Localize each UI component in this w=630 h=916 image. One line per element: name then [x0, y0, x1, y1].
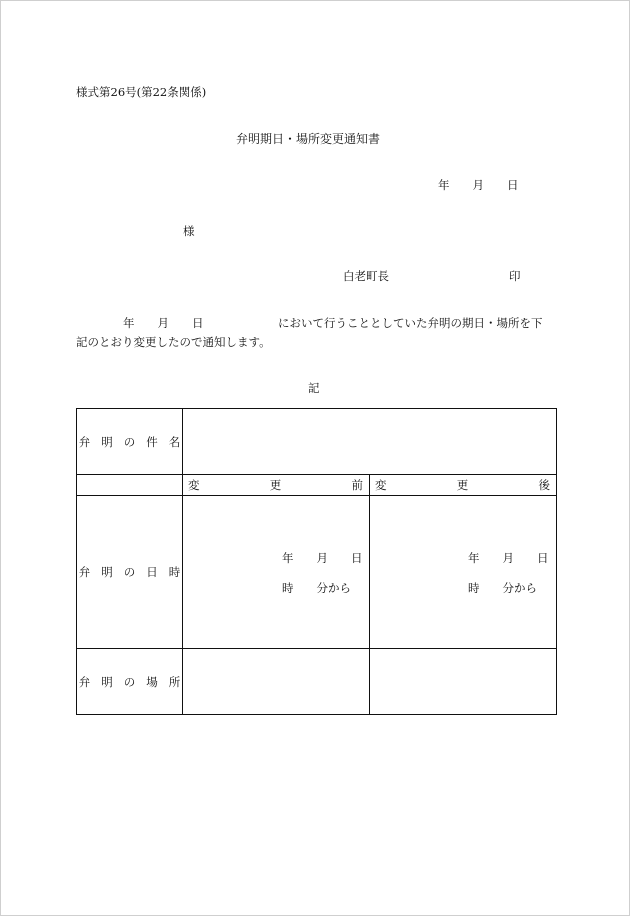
subject-label-char: 件	[146, 434, 158, 449]
after-header-char: 更	[456, 478, 469, 492]
form-number: 様式第26号(第22条関係)	[76, 85, 207, 99]
before-header-char: 前	[351, 478, 363, 492]
before-header-char: 変	[188, 478, 200, 492]
subject-label-char: の	[123, 434, 136, 449]
ki-heading: 記	[308, 381, 320, 395]
datetime-label-char: 日	[146, 565, 158, 579]
place-label-char: 所	[168, 674, 181, 689]
subject-label-char: 名	[168, 434, 181, 449]
body-original-date: 年 月 日	[123, 316, 204, 330]
before-datetime-cell[interactable]	[183, 496, 370, 649]
after-header-char: 変	[375, 478, 387, 492]
header-blank-cell	[77, 475, 183, 496]
body-line-2: 記のとおり変更したので通知します。	[76, 335, 271, 349]
before-time: 時 分から	[282, 581, 351, 595]
datetime-label-char: 時	[168, 565, 181, 579]
addressee-suffix: 様	[183, 224, 195, 238]
after-date: 年 月 日	[468, 551, 549, 565]
after-change-header	[370, 475, 557, 496]
place-label-char: の	[123, 674, 136, 689]
issue-date: 年 月 日	[438, 178, 519, 192]
issuer-name: 白老町長	[343, 269, 389, 283]
datetime-label-char: 明	[101, 565, 113, 579]
before-change-header	[183, 475, 370, 496]
subject-label	[77, 409, 183, 475]
place-label-char: 弁	[78, 674, 91, 689]
place-label-char: 明	[101, 674, 113, 689]
subject-label-char: 明	[101, 434, 113, 449]
before-place-cell[interactable]	[183, 649, 370, 715]
before-header-char: 更	[269, 478, 282, 492]
after-place-cell[interactable]	[370, 649, 557, 715]
datetime-label	[77, 496, 183, 649]
body-line-1: において行うこととしていた弁明の期日・場所を下	[278, 316, 543, 330]
datetime-label-char: 弁	[78, 565, 91, 579]
place-label	[77, 649, 183, 715]
subject-label-char: 弁	[78, 434, 91, 449]
after-time: 時 分から	[468, 581, 537, 595]
datetime-label-char: の	[123, 565, 136, 579]
seal-mark: 印	[509, 269, 521, 283]
details-table	[76, 408, 557, 715]
after-header-char: 後	[538, 478, 550, 492]
subject-value-cell[interactable]	[183, 409, 557, 475]
place-label-char: 場	[146, 674, 158, 689]
document-title: 弁明期日・場所変更通知書	[236, 132, 381, 146]
before-date: 年 月 日	[282, 551, 363, 565]
after-datetime-cell[interactable]	[370, 496, 557, 649]
